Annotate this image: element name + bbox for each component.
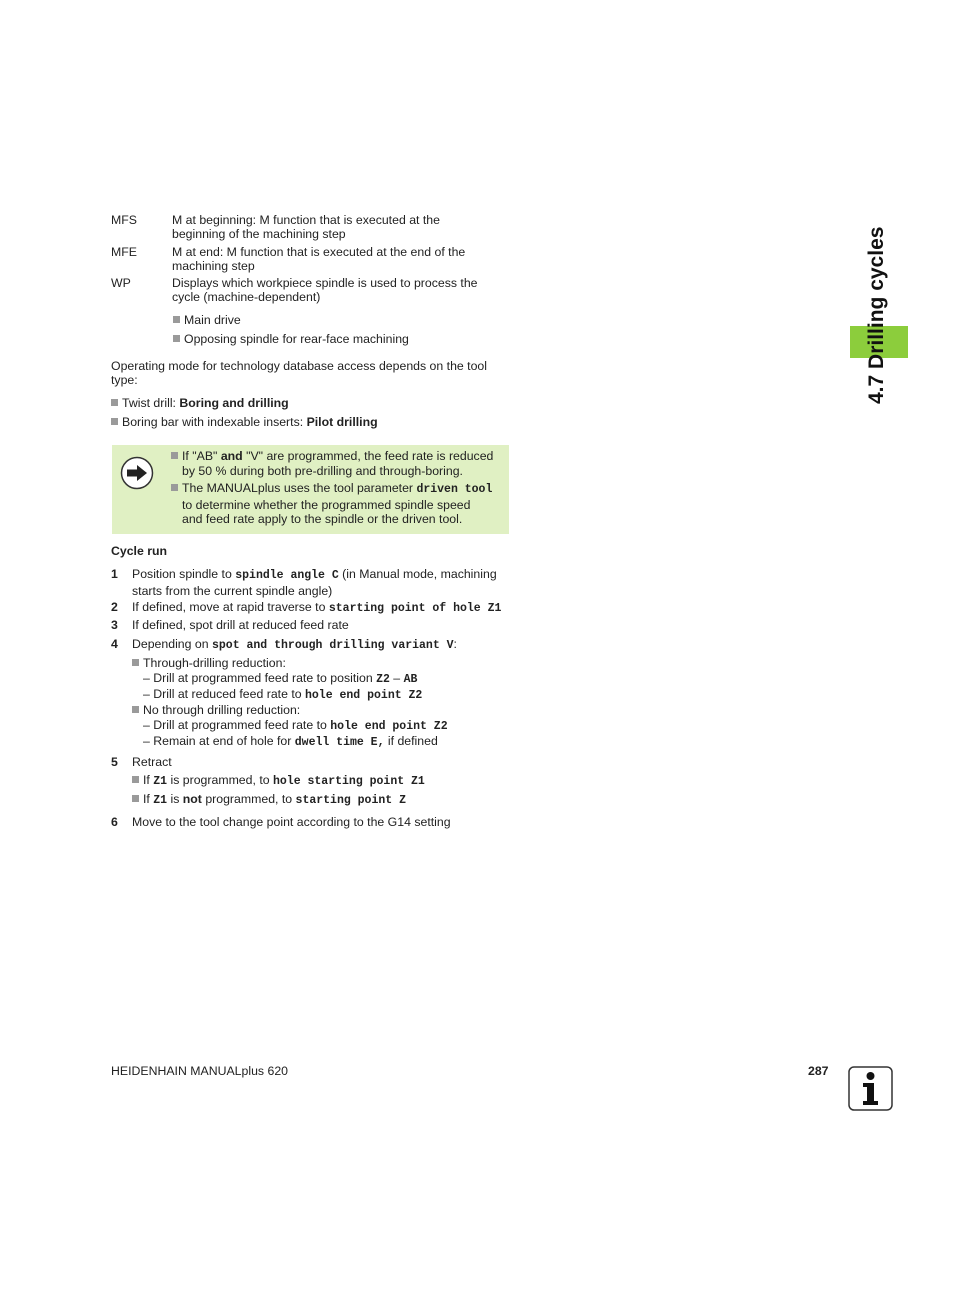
list-item: If Z1 is not programmed, to starting point Z [132, 792, 406, 809]
bullet-icon [132, 776, 139, 783]
intro-line: type: [111, 373, 138, 387]
chapter-title: 4.7 Drilling cycles [865, 226, 888, 404]
param-desc: beginning of the machining step [172, 227, 346, 241]
bullet-icon [111, 399, 118, 406]
bullet-icon [132, 659, 139, 666]
param-desc: M at beginning: M function that is executed at the [172, 213, 440, 227]
info-icon [848, 1066, 893, 1111]
step-3: If defined, spot drill at reduced feed rate [132, 618, 349, 632]
list-item: Opposing spindle for rear-face machining [173, 332, 409, 347]
step-number: 6 [111, 815, 118, 829]
step-5: Retract [132, 755, 172, 769]
section-heading: Cycle run [111, 544, 168, 558]
step-number: 3 [111, 618, 118, 632]
step-4: Depending on spot and through drilling variant V: [132, 637, 457, 652]
param-desc: machining step [172, 259, 255, 273]
bullet-icon [132, 706, 139, 713]
param-key: WP [111, 276, 131, 290]
arrow-right-icon [120, 456, 154, 490]
bullet-icon [111, 418, 118, 425]
step-1: Position spindle to spindle angle C (in Manual mode, machining starts from the current spindle angle) [132, 567, 497, 598]
step-number: 4 [111, 637, 118, 651]
sub-list: No through drilling reduction: – Drill at programmed feed rate to hole end point Z2 – Remain at end of hole for dwell time E, if defined [132, 703, 512, 751]
step-6: Move to the tool change point according to the G14 setting [132, 815, 451, 829]
param-desc: cycle (machine-dependent) [172, 290, 321, 304]
footer-manual: HEIDENHAIN MANUALplus 620 [111, 1064, 288, 1078]
bullet-icon [132, 795, 139, 802]
list-item: Boring bar with indexable inserts: Pilot drilling [111, 415, 378, 430]
step-number: 5 [111, 755, 118, 769]
list-item: Twist drill: Boring and drilling [111, 396, 289, 411]
bullet-icon [173, 316, 180, 323]
sub-list: Through-drilling reduction: – Drill at programmed feed rate to position Z2 – AB – Drill at reduced feed rate to hole end point Z2 [132, 656, 512, 704]
param-desc: M at end: M function that is executed at the end of the [172, 245, 466, 259]
bullet-icon [171, 452, 178, 459]
list-item: Main drive [173, 313, 241, 328]
bullet-icon [171, 484, 178, 491]
param-key: MFS [111, 213, 137, 227]
step-2: If defined, move at rapid traverse to starting point of hole Z1 [132, 600, 502, 615]
list-item: If Z1 is programmed, to hole starting point Z1 [132, 773, 425, 790]
step-number: 2 [111, 600, 118, 614]
param-key: MFE [111, 245, 137, 259]
param-desc: Displays which workpiece spindle is used to process the [172, 276, 478, 290]
intro-line: Operating mode for technology database access depends on the tool [111, 359, 487, 373]
bullet-icon [173, 335, 180, 342]
step-number: 1 [111, 567, 118, 581]
page-number: 287 [808, 1064, 829, 1078]
note-text: If "AB" and "V" are programmed, the feed rate is reduced by 50 % during both pre-drilling and through-boring. The MANUALplus uses the tool parameter driven tool to determine whether the programmed spindle speed and feed rate apply to the spindle or the driven tool. [171, 449, 505, 527]
